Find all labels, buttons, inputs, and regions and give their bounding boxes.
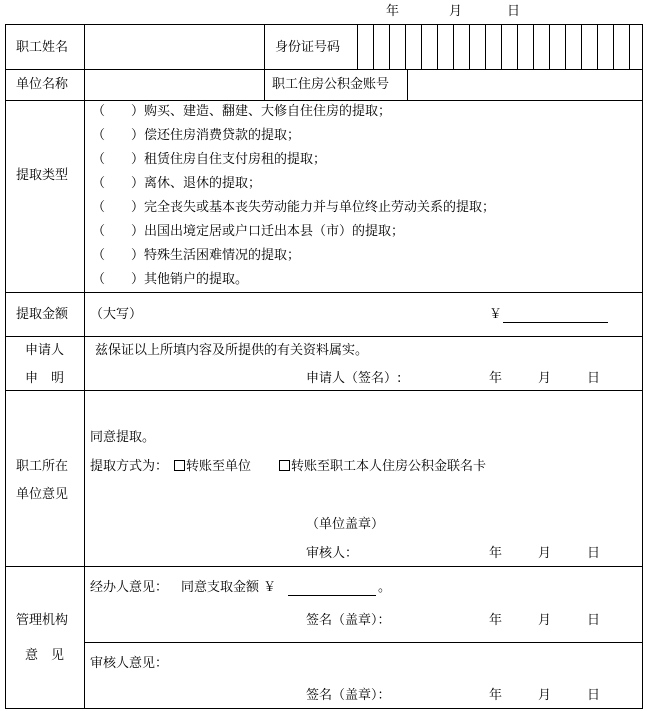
reviewer-month: 月 xyxy=(538,688,552,703)
applicant-label-line1: 申请人 xyxy=(25,343,65,358)
handler-day: 日 xyxy=(587,613,601,628)
applicant-day: 日 xyxy=(587,371,601,386)
id-number-field[interactable] xyxy=(359,26,641,68)
applicant-label-line2: 申 明 xyxy=(25,371,65,386)
mgmt-label-line1: 管理机构 xyxy=(16,613,69,628)
reviewer-year: 年 xyxy=(489,688,503,703)
checkbox-icon[interactable] xyxy=(174,460,185,471)
checkbox-icon[interactable] xyxy=(279,460,290,471)
handler-year: 年 xyxy=(489,613,503,628)
fund-account-field[interactable] xyxy=(409,71,641,99)
header-year: 年 xyxy=(386,4,400,19)
unit-reviewer-label: 审核人： xyxy=(306,546,359,561)
unit-name-label: 单位名称 xyxy=(16,77,69,92)
header-day: 日 xyxy=(507,4,521,19)
reviewer-day: 日 xyxy=(587,688,601,703)
handler-opinion-label: 经办人意见： xyxy=(90,580,169,595)
reviewer-sign-label: 签名（盖章）： xyxy=(306,688,391,703)
id-number-label: 身份证号码 xyxy=(275,40,341,55)
withdraw-type-option[interactable]: （ ）偿还住房消费贷款的提取； xyxy=(92,128,301,143)
applicant-month: 月 xyxy=(538,371,552,386)
agree-amount-label: 同意支取金额 ￥ xyxy=(181,580,277,595)
withdraw-type-option[interactable]: （ ）完全丧失或基本丧失劳动能力并与单位终止劳动关系的提取； xyxy=(92,200,496,215)
withdraw-amount-label: 提取金额 xyxy=(16,307,69,322)
applicant-sign-label: 申请人（签名）: xyxy=(306,371,402,386)
agree-amount-field[interactable] xyxy=(288,595,376,596)
unit-year: 年 xyxy=(489,546,503,561)
withdraw-method-label: 提取方式为： xyxy=(90,459,169,474)
amount-capital-field[interactable] xyxy=(150,300,480,328)
reviewer-opinion-label: 审核人意见： xyxy=(90,656,169,671)
applicant-statement: 兹保证以上所填内容及所提供的有关资料属实。 xyxy=(95,343,369,358)
method-option-unit[interactable]: 转账至单位 xyxy=(174,459,251,475)
mgmt-label-line2: 意 见 xyxy=(25,648,65,663)
agree-amount-period: 。 xyxy=(378,580,392,595)
applicant-year: 年 xyxy=(489,371,503,386)
unit-opinion-label-line1: 职工所在 xyxy=(16,459,69,474)
handler-month: 月 xyxy=(538,613,552,628)
handler-sign-label: 签名（盖章）： xyxy=(306,613,391,628)
amount-capital-hint: （大写） xyxy=(90,307,143,322)
currency-symbol: ￥ xyxy=(489,307,503,322)
employee-name-field[interactable] xyxy=(86,26,262,68)
unit-day: 日 xyxy=(587,546,601,561)
withdraw-type-option[interactable]: （ ）其他销户的提取。 xyxy=(92,272,249,287)
method-option-card[interactable]: 转账至职工本人住房公积金联名卡 xyxy=(279,459,486,475)
withdraw-type-label: 提取类型 xyxy=(16,168,69,183)
withdraw-type-option[interactable]: （ ）离休、退休的提取； xyxy=(92,176,262,191)
unit-name-field[interactable] xyxy=(86,71,262,99)
withdraw-type-option[interactable]: （ ）出国出境定居或户口迁出本县（市）的提取； xyxy=(92,224,405,239)
withdraw-type-option[interactable]: （ ）租赁住房自住支付房租的提取； xyxy=(92,152,327,167)
employee-name-label: 职工姓名 xyxy=(16,40,69,55)
fund-account-label: 职工住房公积金账号 xyxy=(272,77,390,92)
unit-opinion-label-line2: 单位意见 xyxy=(16,487,69,502)
amount-number-field[interactable] xyxy=(503,322,608,323)
unit-seal-text: （单位盖章） xyxy=(306,517,385,532)
withdraw-type-option[interactable]: （ ）购买、建造、翻建、大修自住住房的提取； xyxy=(92,104,392,119)
unit-month: 月 xyxy=(538,546,552,561)
agree-withdraw-text: 同意提取。 xyxy=(90,430,156,445)
header-month: 月 xyxy=(449,4,463,19)
withdraw-type-option[interactable]: （ ）特殊生活困难情况的提取； xyxy=(92,248,301,263)
